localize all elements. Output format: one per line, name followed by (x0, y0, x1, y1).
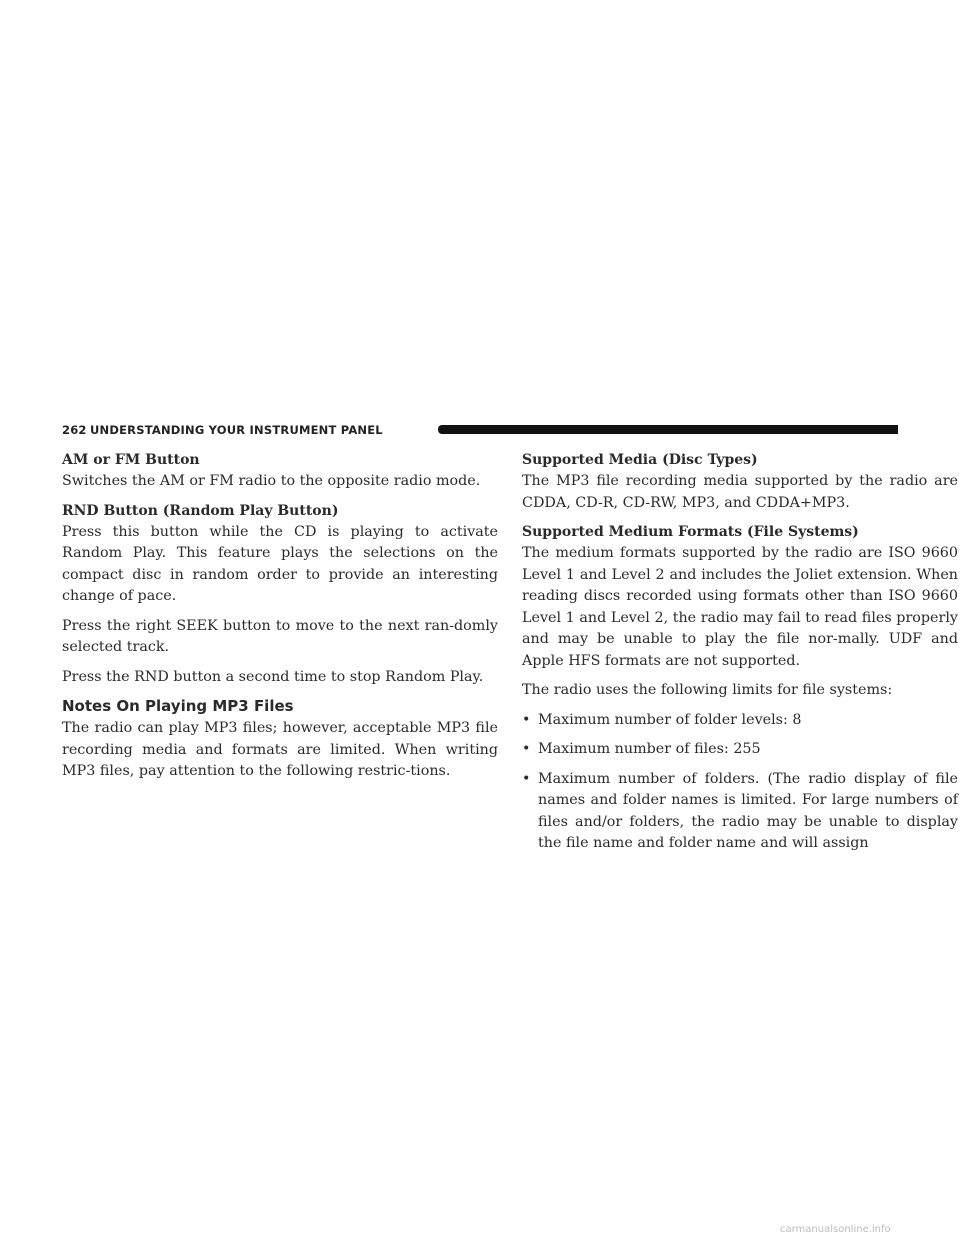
bullet-icon: • (522, 741, 531, 757)
watermark: carmanualsonline.info (780, 1224, 891, 1235)
section-title: UNDERSTANDING YOUR INSTRUMENT PANEL (90, 423, 383, 437)
bullet-text: Maximum number of files: 255 (538, 741, 761, 757)
rnd-paragraph-3: Press the RND button a second time to stop Random Play. (62, 668, 484, 685)
rnd-paragraph-2: Press the right SEEK button to move to the next ran-domly selected track. (62, 617, 498, 655)
bullet-icon: • (522, 711, 531, 728)
rnd-heading: RND Button (Random Play Button) (62, 502, 339, 519)
rnd-paragraph-1: Press this button while the CD is playing to activate Random Play. This feature plays the selections on the compact disc in random order to provide an interesting change of pace. (62, 523, 498, 604)
formats-heading: Supported Medium Formats (File Systems) (522, 524, 859, 540)
mp3-text: The radio can play MP3 files; however, acceptable MP3 file recording media and formats are limited. When writing MP3 files, pay attention to the following restric-tions. (62, 720, 498, 779)
bullet-item (522, 769, 958, 855)
bullet-icon: • (522, 770, 531, 787)
limits-intro: The radio uses the following limits for file systems: (522, 682, 893, 698)
media-heading: Supported Media (Disc Types) (522, 452, 758, 468)
page-header (62, 422, 898, 438)
formats-text: The medium formats supported by the radio are ISO 9660 Level 1 and Level 2 and includes the Joliet extension. When reading discs recorded using formats other than ISO 9660 Level 1 and Level 2, the radio may fail to read files properly and may be unable to play the file nor-mally. UDF and Apple HFS formats are not supported. (522, 545, 958, 669)
mp3-heading: Notes On Playing MP3 Files (62, 697, 294, 715)
bullet-item (522, 739, 958, 761)
am-fm-heading: AM or FM Button (62, 452, 200, 468)
right-column (522, 450, 958, 863)
page-number: 262 (62, 423, 87, 437)
am-fm-text: Switches the AM or FM radio to the opposite radio mode. (62, 473, 481, 489)
left-column (62, 450, 498, 791)
header-rule (438, 425, 898, 434)
bullet-item (522, 710, 958, 732)
media-text: The MP3 file recording media supported by the radio are CDDA, CD-R, CD-RW, MP3, and CDDA+MP3. (522, 473, 958, 511)
bullet-text: Maximum number of folders. (The radio display of file names and folder names is limited. For large numbers of files and/or folders, the radio may be unable to display the file name and folder name and will assign (538, 770, 958, 851)
bullet-text: Maximum number of folder levels: 8 (538, 711, 802, 728)
